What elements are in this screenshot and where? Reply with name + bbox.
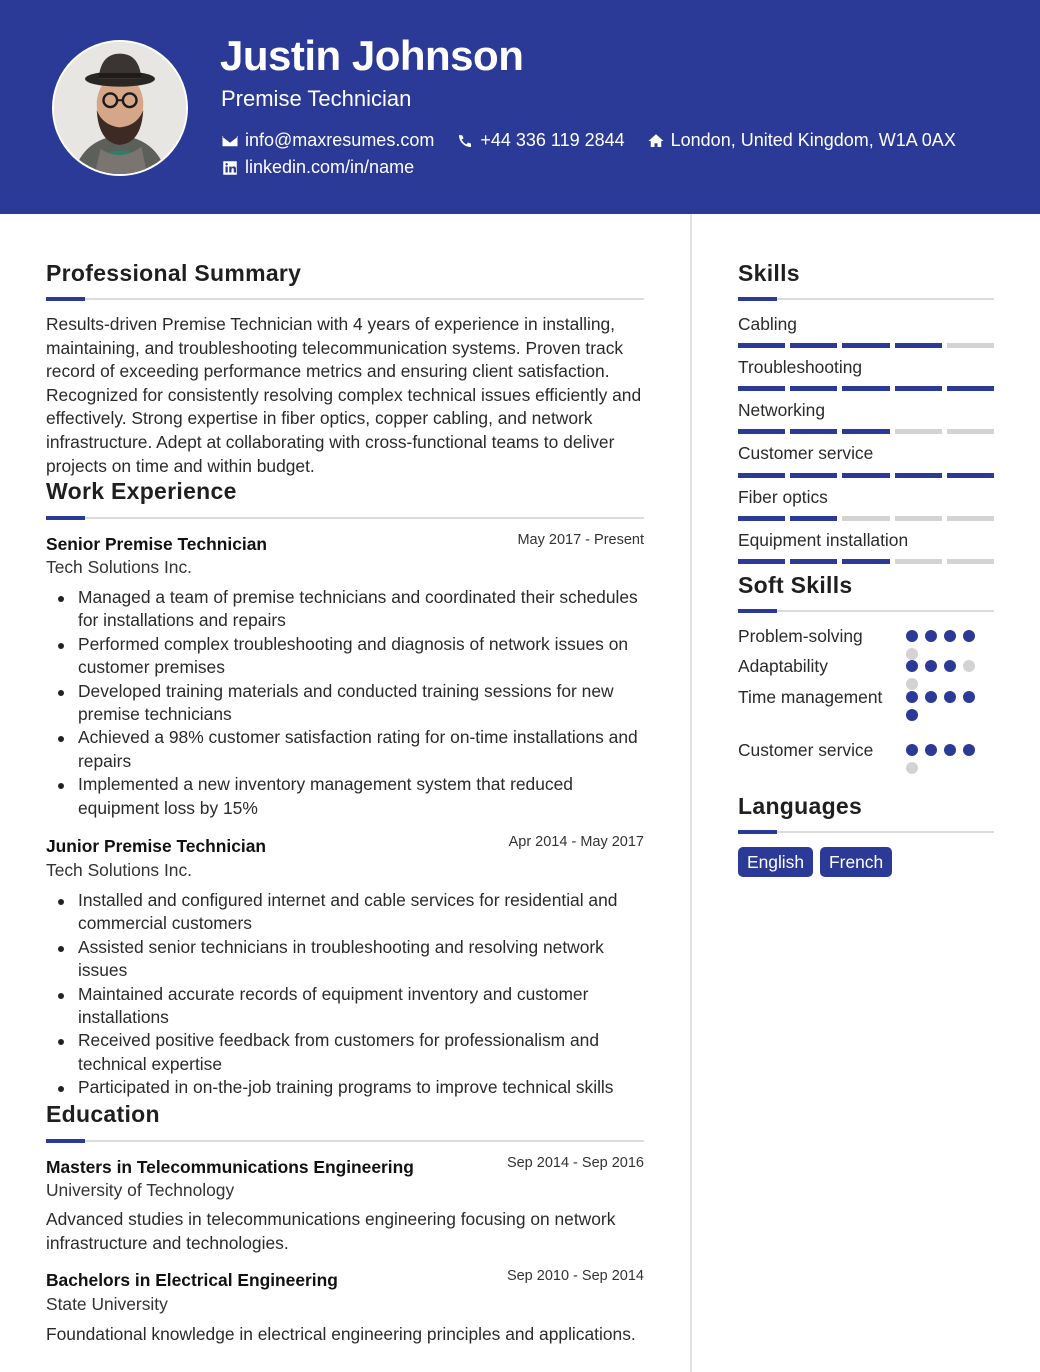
rating-dot xyxy=(906,691,918,703)
location-text: London, United Kingdom, W1A 0AX xyxy=(670,130,956,150)
skill-bar xyxy=(738,386,994,391)
contact-row xyxy=(221,130,978,151)
skill-bar xyxy=(738,343,994,348)
languages-heading: Languages xyxy=(738,793,863,819)
rating-dot xyxy=(906,762,918,774)
skill-bar xyxy=(738,559,994,564)
rating-dot xyxy=(906,660,918,672)
school-name: State University xyxy=(46,1294,168,1314)
skill-bar-segment xyxy=(947,386,994,391)
soft-skill-rating xyxy=(906,630,986,660)
candidate-title: Premise Technician xyxy=(221,86,412,111)
contact-linkedin[interactable] xyxy=(221,157,414,178)
experience-underline xyxy=(46,517,644,519)
rating-dot xyxy=(944,660,956,672)
languages-underline xyxy=(738,831,994,833)
soft-skill-name: Time management xyxy=(738,687,883,707)
skills-underline xyxy=(738,298,994,300)
school-name: University of Technology xyxy=(46,1180,235,1200)
summary-text: Results-driven Premise Technician with 4 years of experience in installing, maintaining, and troubleshooting telecommunication systems. Proven track record of exceeding performance metrics and ensuring client satisfaction. Recognized for consistently resolving complex technical issues efficiently and effectively. Strong expertise in fiber optics, copper cabling, and network infrastructure. Adept at collaborating with cross-functional teams to deliver projects on time and within budget. xyxy=(46,314,642,476)
linkedin-icon xyxy=(221,159,239,177)
skill-bar-segment xyxy=(842,559,889,564)
rating-dot xyxy=(963,660,975,672)
education-underline xyxy=(46,1140,644,1142)
skill-bar xyxy=(738,429,994,434)
rating-dot xyxy=(925,630,937,642)
soft-skill-name: Adaptability xyxy=(738,656,828,676)
summary-underline xyxy=(46,298,644,300)
skill-bar xyxy=(738,473,994,478)
phone-text: +44 336 119 2844 xyxy=(480,130,625,150)
list-item: Achieved a 98% customer satisfaction rating for on-time installations and repairs xyxy=(78,726,648,773)
list-item: Received positive feedback from customers for professionalism and technical expertise xyxy=(78,1029,648,1076)
skill-bar-segment xyxy=(738,343,785,348)
email-text: info@maxresumes.com xyxy=(245,130,435,150)
experience-heading: Work Experience xyxy=(46,478,237,504)
soft-skill-rating xyxy=(906,691,986,721)
skill-bar-segment xyxy=(790,429,837,434)
rating-dot xyxy=(925,691,937,703)
skill-bar-segment xyxy=(947,559,994,564)
rating-dot xyxy=(963,744,975,756)
rating-dot xyxy=(944,630,956,642)
soft-skill-name: Problem-solving xyxy=(738,626,863,646)
job-title: Junior Premise Technician xyxy=(46,836,267,856)
home-icon xyxy=(647,132,665,150)
contact-location xyxy=(647,130,956,151)
soft-skill-rating xyxy=(906,744,986,774)
job-bullets xyxy=(78,586,648,820)
job-company: Tech Solutions Inc. xyxy=(46,557,192,577)
skill-bar-segment xyxy=(790,559,837,564)
envelope-icon xyxy=(221,132,239,150)
language-badge: English xyxy=(738,847,813,877)
phone-icon xyxy=(456,132,474,150)
education-heading: Education xyxy=(46,1101,160,1127)
profile-photo-image xyxy=(54,42,186,174)
list-item: Maintained accurate records of equipment inventory and customer installations xyxy=(78,983,648,1030)
rating-dot xyxy=(906,709,918,721)
list-item: Performed complex troubleshooting and diagnosis of network issues on customer premises xyxy=(78,633,648,680)
rating-dot xyxy=(944,744,956,756)
rating-dot xyxy=(925,744,937,756)
soft-skills-underline xyxy=(738,610,994,612)
rating-dot xyxy=(925,660,937,672)
degree-title: Masters in Telecommunications Engineering xyxy=(46,1157,414,1177)
skill-bar-segment xyxy=(947,429,994,434)
soft-skills-heading: Soft Skills xyxy=(738,572,853,598)
rating-dot xyxy=(906,630,918,642)
contact-row-2 xyxy=(221,157,436,178)
soft-skill-name: Customer service xyxy=(738,740,874,760)
skill-bar-segment xyxy=(790,343,837,348)
skill-bar-segment xyxy=(947,343,994,348)
skill-name: Fiber optics xyxy=(738,487,828,507)
skill-name: Equipment installation xyxy=(738,530,909,550)
linkedin-text: linkedin.com/in/name xyxy=(245,157,415,177)
skills-heading: Skills xyxy=(738,260,800,286)
job-date: May 2017 - Present xyxy=(517,532,644,548)
skill-bar-segment xyxy=(895,343,942,348)
skill-bar xyxy=(738,516,994,521)
list-item: Implemented a new inventory management system that reduced equipment loss by 15% xyxy=(78,773,648,820)
rating-dot xyxy=(906,678,918,690)
skill-bar-segment xyxy=(895,429,942,434)
profile-photo xyxy=(52,40,188,176)
skill-bar-segment xyxy=(895,473,942,478)
list-item: Participated in on-the-job training programs to improve technical skills xyxy=(78,1076,648,1099)
skill-bar-segment xyxy=(842,343,889,348)
skill-bar-segment xyxy=(738,473,785,478)
header-banner xyxy=(0,0,1040,214)
skill-bar-segment xyxy=(738,559,785,564)
skill-bar-segment xyxy=(738,429,785,434)
skill-bar-segment xyxy=(790,516,837,521)
rating-dot xyxy=(944,691,956,703)
skill-bar-segment xyxy=(895,516,942,521)
skill-bar-segment xyxy=(842,473,889,478)
skill-bar-segment xyxy=(738,516,785,521)
skill-bar-segment xyxy=(895,386,942,391)
rating-dot xyxy=(906,744,918,756)
language-list xyxy=(738,847,892,877)
contact-email[interactable] xyxy=(221,130,434,151)
skill-bar-segment xyxy=(947,516,994,521)
skill-bar-segment xyxy=(842,386,889,391)
skill-name: Troubleshooting xyxy=(738,357,863,377)
skill-name: Networking xyxy=(738,400,825,420)
job-bullets xyxy=(78,889,648,1100)
skill-bar-segment xyxy=(842,516,889,521)
degree-description: Advanced studies in telecommunications engineering focusing on network infrastructure and technologies. xyxy=(46,1209,616,1253)
language-badge: French xyxy=(820,847,892,877)
degree-date: Sep 2014 - Sep 2016 xyxy=(506,1155,644,1171)
soft-skill-rating xyxy=(906,660,986,690)
skill-bar-segment xyxy=(790,473,837,478)
rating-dot xyxy=(906,648,918,660)
job-title: Senior Premise Technician xyxy=(46,534,268,554)
list-item: Assisted senior technicians in troubleshooting and resolving network issues xyxy=(78,936,648,983)
degree-date: Sep 2010 - Sep 2014 xyxy=(506,1268,644,1284)
job-company: Tech Solutions Inc. xyxy=(46,860,192,880)
degree-description: Foundational knowledge in electrical engineering principles and applications. xyxy=(46,1324,636,1344)
skill-bar-segment xyxy=(790,386,837,391)
skill-bar-segment xyxy=(842,429,889,434)
skill-bar-segment xyxy=(895,559,942,564)
list-item: Managed a team of premise technicians and coordinated their schedules for installations and repairs xyxy=(78,586,648,633)
column-divider xyxy=(690,214,692,1372)
skill-bar-segment xyxy=(738,386,785,391)
rating-dot xyxy=(963,691,975,703)
job-date: Apr 2014 - May 2017 xyxy=(508,834,644,850)
skill-name: Customer service xyxy=(738,443,874,463)
contact-phone[interactable] xyxy=(456,130,624,151)
list-item: Developed training materials and conducted training sessions for new premise technicians xyxy=(78,680,648,727)
skill-name: Cabling xyxy=(738,314,797,334)
rating-dot xyxy=(963,630,975,642)
summary-heading: Professional Summary xyxy=(46,260,302,286)
candidate-name: Justin Johnson xyxy=(220,32,524,79)
list-item: Installed and configured internet and cable services for residential and commercial customers xyxy=(78,889,648,936)
degree-title: Bachelors in Electrical Engineering xyxy=(46,1270,338,1290)
skill-bar-segment xyxy=(947,473,994,478)
